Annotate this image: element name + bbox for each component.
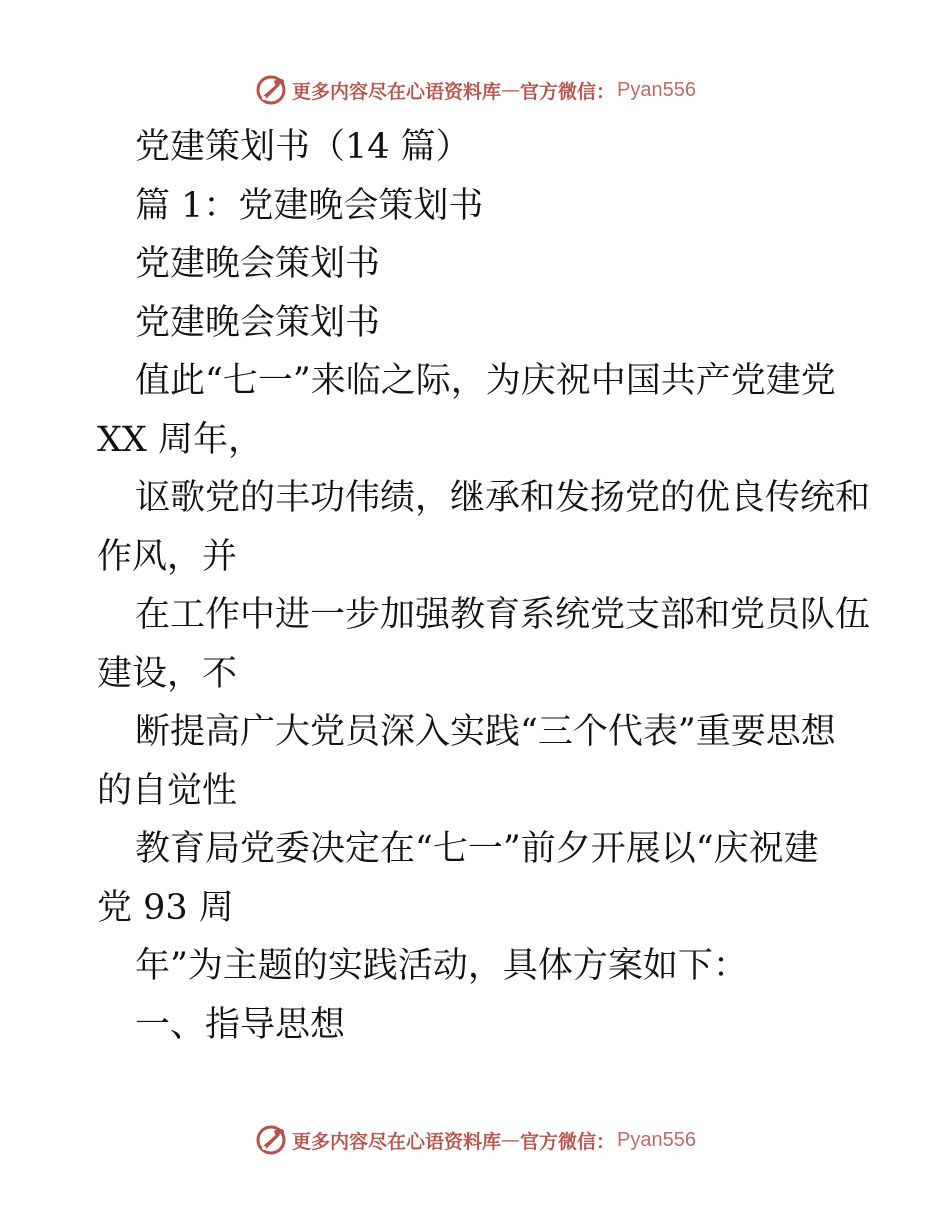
doc-title: 党建策划书（14 篇） [135, 127, 471, 167]
document-body [97, 118, 871, 1054]
doc-paragraph-line: 年”为主题的实践活动，具体方案如下： [135, 946, 748, 986]
quill-logo-icon [254, 73, 288, 107]
doc-section-heading: 篇 1：党建晚会策划书 [135, 185, 484, 226]
banner-separator: — [501, 79, 521, 101]
doc-paragraph-line: 断提高广大党员深入实践“三个代表”重要思想 [135, 712, 836, 752]
banner-wechat-id: Pyan556 [617, 78, 696, 101]
banner-wechat-label: 官方微信： [520, 1130, 616, 1153]
doc-paragraph-line: 讴歌党的丰功伟绩，继承和发扬党的优良传统和 [135, 478, 871, 518]
doc-subtitle: 党建晚会策划书 [135, 302, 381, 343]
doc-paragraph-line: 作风，并 [97, 536, 238, 577]
doc-subtitle: 党建晚会策划书 [135, 244, 381, 284]
doc-paragraph-line: 党 93 周 [97, 887, 234, 928]
doc-paragraph-line: 教育局党委决定在“七一”前夕开展以“庆祝建 [135, 829, 819, 869]
banner-brand-text: 更多内容尽在心语资料库 [292, 1130, 502, 1153]
banner-wechat-label: 官方微信： [520, 80, 616, 103]
doc-paragraph-line: 建设，不 [97, 653, 238, 694]
quill-logo-icon [254, 1123, 288, 1157]
banner-separator: — [501, 1129, 521, 1151]
doc-paragraph-line: 值此“七一”来临之际，为庆祝中国共产党建党 [135, 361, 836, 401]
doc-section-heading: 一、指导思想 [135, 1004, 346, 1045]
banner-brand-text: 更多内容尽在心语资料库 [292, 80, 502, 103]
doc-paragraph-line: XX 周年， [97, 419, 263, 460]
footer-banner [0, 1120, 950, 1160]
doc-paragraph-line: 在工作中进一步加强教育系统党支部和党员队伍 [135, 595, 871, 635]
header-banner [0, 70, 950, 110]
doc-paragraph-line: 的自觉性 [97, 770, 238, 811]
banner-wechat-id: Pyan556 [617, 1128, 696, 1151]
